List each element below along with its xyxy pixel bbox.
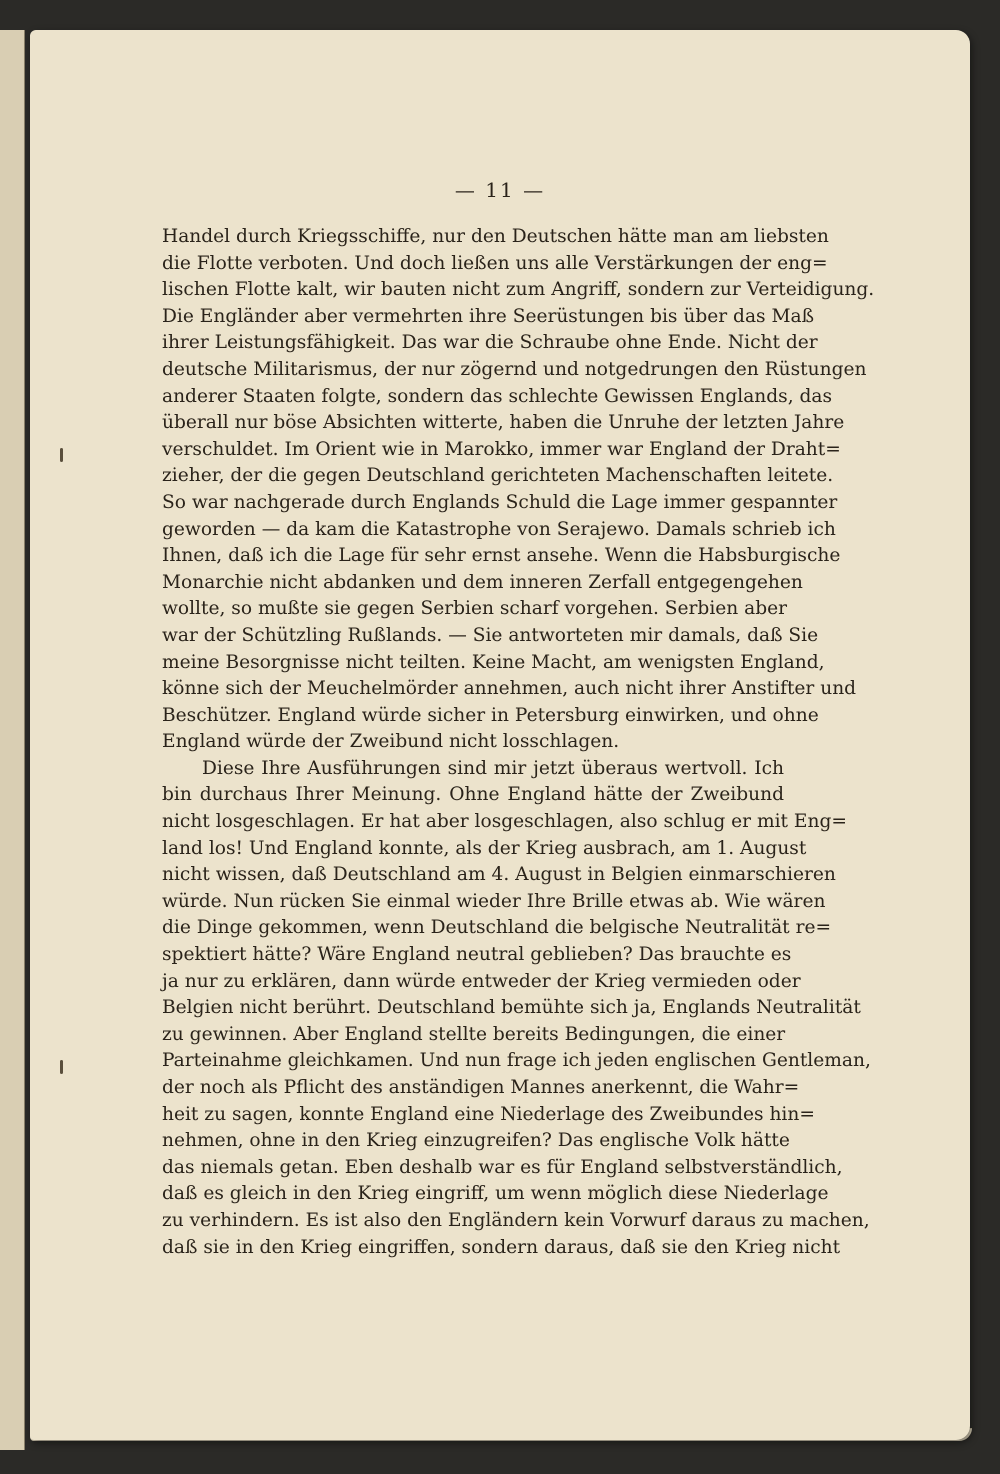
text-line: ihrer Leistungsfähigkeit. Das war die Schraube ohne Ende. Nicht der [162, 332, 818, 354]
text-line: würde. Nun rücken Sie einmal wieder Ihre Brille etwas ab. Wie wären [162, 890, 826, 912]
text-line: England würde der Zweibund nicht losschlagen. [162, 731, 620, 753]
text-line: die Flotte verboten. Und doch ließen uns alle Verstärkungen der eng= [162, 252, 828, 274]
text-line: Die Engländer aber vermehrten ihre Seerüstungen bis über das Maß [162, 305, 815, 327]
text-line: zu verhindern. Es ist also den Engländern kein Vorwurf daraus zu machen, [162, 1209, 870, 1231]
text-line: Diese Ihre Ausführungen sind mir jetzt überaus wertvoll. Ich [202, 757, 784, 779]
text-line: Ihnen, daß ich die Lage für sehr ernst ansehe. Wenn die Habsburgische [162, 545, 841, 567]
text-line: daß sie in den Krieg eingriffen, sondern daraus, daß sie den Krieg nicht [162, 1236, 841, 1258]
paragraph [162, 756, 871, 1261]
body-text [162, 224, 875, 1261]
text-line: daß es gleich in den Krieg eingriff, um wenn möglich diese Niederlage [162, 1183, 829, 1205]
text-line: bin durchaus Ihrer Meinung. Ohne England hätte der Zweibund [162, 784, 784, 806]
text-line: land los! Und England konnte, als der Krieg ausbrach, am 1. August [162, 837, 807, 859]
text-line: der noch als Pflicht des anständigen Mannes anerkennt, die Wahr= [162, 1077, 800, 1098]
margin-mark [60, 448, 63, 462]
facing-page-edge [0, 30, 25, 1450]
text-line: Handel durch Kriegsschiffe, nur den Deutschen hätte man am liebsten [162, 226, 829, 247]
text-line: Parteinahme gleichkamen. Und nun frage ich jeden englischen Gentleman, [162, 1050, 871, 1072]
text-line: war der Schützling Rußlands. — Sie antworteten mir damals, daß Sie [162, 624, 819, 646]
text-line: die Dinge gekommen, wenn Deutschland die belgische Neutralität re= [162, 917, 832, 939]
text-line: nicht wissen, daß Deutschland am 4. August in Belgien einmarschieren [162, 864, 836, 886]
text-line: könne sich der Meuchelmörder annehmen, auch nicht ihrer Anstifter und [162, 678, 857, 700]
text-line: deutsche Militarismus, der nur zögernd und notgedrungen den Rüstungen [162, 358, 867, 380]
page-number: — 11 — [454, 178, 546, 202]
paragraph [162, 224, 875, 756]
text-line: Monarchie nicht abdanken und dem inneren Zerfall entgegengehen [162, 571, 803, 593]
text-line: anderer Staaten folgte, sondern das schlechte Gewissen Englands, das [162, 385, 833, 407]
text-line: das niemals getan. Eben deshalb war es für England selbstverständlich, [162, 1156, 843, 1178]
text-line: lischen Flotte kalt, wir bauten nicht zum Angriff, sondern zur Verteidigung. [162, 279, 875, 301]
text-line: meine Besorgnisse nicht teilten. Keine Macht, am wenigsten England, [162, 651, 825, 673]
margin-mark [60, 1060, 63, 1074]
text-line: zu gewinnen. Aber England stellte bereits Bedingungen, die einer [162, 1023, 786, 1045]
text-line: Belgien nicht berührt. Deutschland bemühte sich ja, Englands Neutralität [162, 997, 861, 1019]
text-line: Beschützer. England würde sicher in Petersburg einwirken, und ohne [162, 704, 819, 726]
text-line: wollte, so mußte sie gegen Serbien scharf vorgehen. Serbien aber [162, 598, 788, 620]
text-line: spektiert hätte? Wäre England neutral geblieben? Das brauchte es [162, 944, 792, 966]
text-line: heit zu sagen, konnte England eine Niederlage des Zweibundes hin= [162, 1103, 815, 1125]
text-line: ja nur zu erklären, dann würde entweder der Krieg vermieden oder [162, 970, 801, 992]
text-line: zieher, der die gegen Deutschland gerichteten Machenschaften leitete. [162, 465, 834, 487]
text-line: geworden — da kam die Katastrophe von Serajewo. Damals schrieb ich [162, 518, 836, 540]
text-line: nehmen, ohne in den Krieg einzugreifen? Das englische Volk hätte [162, 1130, 790, 1152]
text-line: So war nachgerade durch Englands Schuld die Lage immer gespannter [162, 491, 838, 513]
text-line: überall nur böse Absichten witterte, haben die Unruhe der letzten Jahre [162, 412, 845, 434]
text-line: nicht losgeschlagen. Er hat aber losgeschlagen, also schlug er mit Eng= [162, 811, 847, 833]
book-page [30, 30, 970, 1440]
text-line: verschuldet. Im Orient wie in Marokko, immer war England der Draht= [162, 438, 841, 460]
